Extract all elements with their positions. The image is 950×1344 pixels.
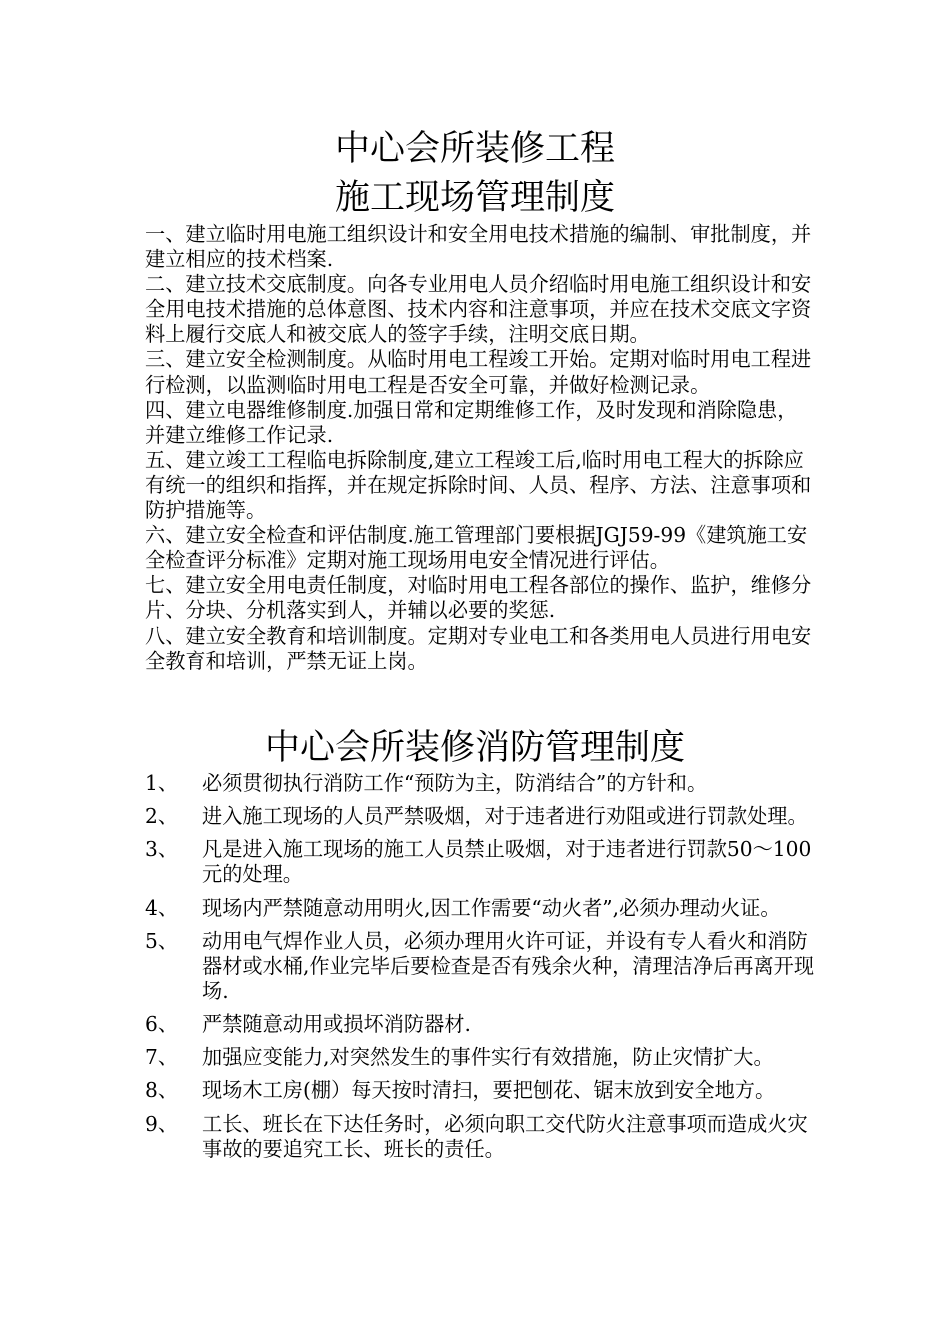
rule-8: 八、建立安全教育和培训制度。定期对专业电工和各类用电人员进行用电安全教育和培训，严禁无证上岗。 (145, 623, 812, 673)
rule-3: 三、建立安全检测制度。从临时用电工程竣工开始。定期对临时用电工程进行检测，以监测临时用电工程是否安全可靠，并做好检测记录。 (145, 347, 812, 397)
list-item-text: 现场木工房(棚）每天按时清扫，要把刨花、锯末放到安全地方。 (202, 1078, 776, 1103)
list-item-number: 1、 (145, 771, 179, 795)
list-item-number: 6、 (145, 1011, 179, 1036)
list-item (145, 1012, 815, 1037)
list-item-number: 7、 (145, 1045, 179, 1070)
rule-2: 二、建立技术交底制度。向各专业用电人员介绍临时用电施工组织设计和安全用电技术措施的总体意图、技术内容和注意事项，并应在技术交底文字资料上履行交底人和被交底人的签字手续，注明交底日期。 (145, 272, 812, 347)
list-item (145, 771, 815, 796)
list-item-number: 9、 (145, 1111, 179, 1136)
site-management-rules (145, 222, 815, 674)
list-item (145, 804, 815, 829)
fire-rules-list (145, 771, 815, 1170)
list-item-text: 进入施工现场的人员严禁吸烟，对于违者进行劝阻或进行罚款处理。 (202, 804, 808, 829)
list-item (145, 1112, 815, 1162)
list-item-text: 严禁随意动用或损坏消防器材. (202, 1011, 471, 1036)
list-item-text: 工长、班长在下达任务时，必须向职工交代防火注意事项而造成火灾事故的要追究工长、班长的责任。 (202, 1111, 808, 1161)
list-item-number: 8、 (145, 1078, 179, 1103)
list-item-text: 现场内严禁随意动用明火,因工作需要“动火者”,必须办理动火证。 (202, 895, 781, 920)
list-item-number: 5、 (145, 928, 179, 953)
list-item-number: 4、 (145, 895, 179, 920)
list-item (145, 837, 815, 887)
list-item (145, 1045, 815, 1070)
list-item-number: 2、 (145, 804, 179, 829)
document-title: 中心会所装修工程 (334, 129, 615, 169)
rule-1: 一、建立临时用电施工组织设计和安全用电技术措施的编制、审批制度，并建立相应的技术档案. (145, 222, 812, 272)
rule-7: 七、建立安全用电责任制度，对临时用电工程各部位的操作、监护，维修分片、分块、分机落实到人，并辅以必要的奖惩. (145, 573, 812, 623)
list-item (145, 896, 815, 921)
list-item-text: 加强应变能力,对突然发生的事件实行有效措施，防止灾情扩大。 (202, 1045, 774, 1070)
rule-6: 六、建立安全检查和评估制度.施工管理部门要根据JGJ59-99《建筑施工安全检查评分标准》定期对施工现场用电安全情况进行评估。 (145, 523, 808, 573)
list-item-number: 3、 (145, 837, 179, 862)
list-item-text: 凡是进入施工现场的施工人员禁止吸烟，对于违者进行罚款50～100元的处理。 (202, 837, 812, 887)
rule-4: 四、建立电器维修制度.加强日常和定期维修工作，及时发现和消除隐患，并建立维修工作记录. (145, 397, 798, 447)
list-item-text: 动用电气焊作业人员，必须办理用火许可证，并设有专人看火和消防器材或水桶,作业完毕后要检查是否有残余火种，清理洁净后再离开现场. (202, 928, 815, 1003)
list-item-text: 必须贯彻执行消防工作“预防为主，防消结合”的方针和。 (202, 771, 708, 795)
list-item (145, 929, 815, 1004)
list-item (145, 1078, 815, 1103)
document-subtitle: 施工现场管理制度 (334, 178, 615, 218)
rule-5: 五、建立竣工工程临电拆除制度,建立工程竣工后,临时用电工程大的拆除应有统一的组织和指挥，并在规定拆除时间、人员、程序、方法、注意事项和防护措施等。 (145, 447, 812, 523)
fire-section-title: 中心会所装修消防管理制度 (264, 728, 685, 768)
